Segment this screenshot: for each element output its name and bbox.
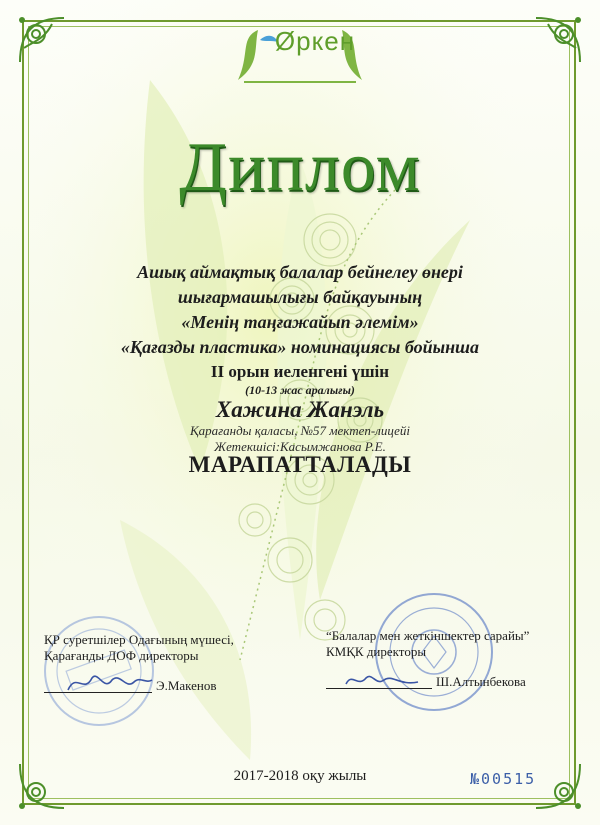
right-signature-icon — [342, 666, 422, 694]
left-signature-icon — [64, 668, 154, 698]
academic-year: 2017-2018 оқу жылы — [233, 768, 367, 784]
body-line-2: шығармашылығы байқауының — [177, 287, 423, 307]
recipient-teacher: Жетекшісі:Касымжанова Р.Е. — [214, 439, 386, 454]
corner-ornament-top-left — [14, 12, 84, 82]
left-signatory-name: Э.Макенов — [156, 678, 217, 693]
right-signatory-title-2: КМҚК директоры — [326, 644, 427, 659]
body-line-1: Ашық аймақтық балалар бейнелеу өнері — [137, 262, 463, 282]
recipient-name: Хажина Жанэль — [215, 397, 385, 422]
logo-text: Øркен — [274, 26, 356, 56]
corner-ornament-top-right — [516, 12, 586, 82]
left-signatory-title-2: Қарағанды ДОФ директоры — [44, 648, 199, 663]
right-signatory-name: Ш.Алтынбекова — [436, 674, 526, 689]
body-line-5: II орын иеленгені үшін — [210, 362, 390, 381]
awards-heading: МАРАПАТТАЛАДЫ — [188, 452, 412, 477]
left-signatory-title-1: ҚР суретшілер Одағының мүшесі, — [44, 632, 234, 647]
body-line-3: «Менің таңғажайып әлемім» — [181, 312, 419, 332]
diploma-title: Диплом — [179, 129, 421, 206]
age-group: (10-13 жас аралығы) — [245, 383, 355, 397]
body-line-4: «Қағазды пластика» номинациясы бойынша — [120, 337, 480, 357]
recipient-school: Қарағанды қаласы, №57 мектеп-лицейі — [189, 423, 411, 438]
right-signatory-title-1: “Балалар мен жеткіншектер сарайы” — [326, 628, 530, 643]
diploma-number: №00515 — [470, 770, 537, 788]
